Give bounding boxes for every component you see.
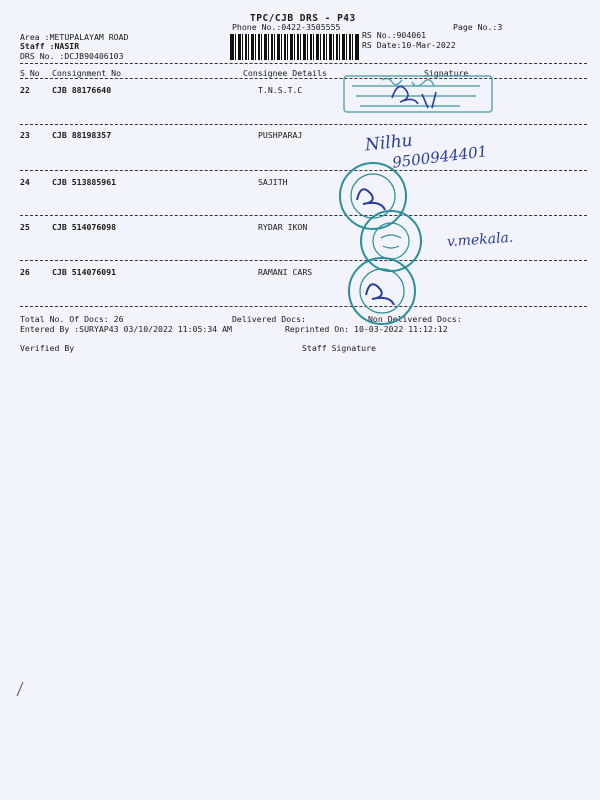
- delivered-docs: Delivered Docs:: [232, 314, 306, 324]
- rs-date: RS Date:10-Mar-2022: [362, 40, 456, 50]
- drs-number: DRS No. :DCJB90406103: [20, 51, 124, 61]
- col-consignment: Consignment No: [52, 68, 122, 78]
- phone-number: Phone No.:0422-3505555: [232, 22, 341, 32]
- pen-mark: [15, 680, 25, 700]
- col-consignee: Consignee Details: [243, 68, 327, 78]
- row-consignee: RAMANI CARS: [258, 267, 313, 277]
- barcode: [230, 34, 359, 60]
- col-sno: S No: [20, 68, 40, 78]
- row-divider: [20, 260, 587, 261]
- verified-by: Verified By: [20, 343, 75, 353]
- staff-signature: Staff Signature: [302, 343, 376, 353]
- row-divider: [20, 170, 587, 171]
- row-consignment: CJB 514076098: [52, 222, 117, 232]
- col-signature: Signature: [424, 68, 469, 78]
- row-consignee: RYDAR IKON: [258, 222, 308, 232]
- row-sno: 23: [20, 130, 30, 140]
- entered-by: Entered By :SURYAP43 03/10/2022 11:05:34 AM: [20, 324, 232, 334]
- table-row: [0, 130, 600, 142]
- document-title: TPC/CJB DRS - P43: [250, 13, 356, 24]
- page-number: Page No.:3: [453, 22, 503, 32]
- handwritten-signature: v.mekala.: [446, 229, 514, 251]
- row-sno: 26: [20, 267, 30, 277]
- row-consignment: CJB 88198357: [52, 130, 112, 140]
- row-divider: [20, 306, 587, 307]
- divider: [20, 63, 587, 64]
- row-divider: [20, 124, 587, 125]
- reprinted-on: Reprinted On: 10-03-2022 11:12:12: [285, 324, 448, 334]
- table-row: [0, 177, 600, 189]
- rs-number: RS No.:904061: [362, 30, 427, 40]
- row-consignee: PUSHPARAJ: [258, 130, 303, 140]
- ramani-stamp-icon: [342, 255, 422, 327]
- row-consignment: CJB 514076091: [52, 267, 117, 277]
- row-consignee: SAJITH: [258, 177, 288, 187]
- total-docs: Total No. Of Docs: 26: [20, 314, 124, 324]
- row-consignment: CJB 513885961: [52, 177, 117, 187]
- handwritten-name: Nilhu: [364, 130, 414, 156]
- handwritten-phone: 9500944401: [391, 142, 489, 172]
- row-divider: [20, 215, 587, 216]
- staff-label: Staff :NASIR: [20, 41, 80, 51]
- area-label: Area :METUPALAYAM ROAD: [20, 32, 129, 42]
- row-sno: 25: [20, 222, 30, 232]
- table-row: [0, 85, 600, 97]
- tnstc-stamp: [342, 70, 502, 118]
- row-sno: 22: [20, 85, 30, 95]
- row-sno: 24: [20, 177, 30, 187]
- row-consignment: CJB 88176640: [52, 85, 112, 95]
- non-delivered-docs: Non Delivered Docs:: [368, 314, 462, 324]
- table-row: [0, 267, 600, 279]
- row-consignee: T.N.S.T.C: [258, 85, 303, 95]
